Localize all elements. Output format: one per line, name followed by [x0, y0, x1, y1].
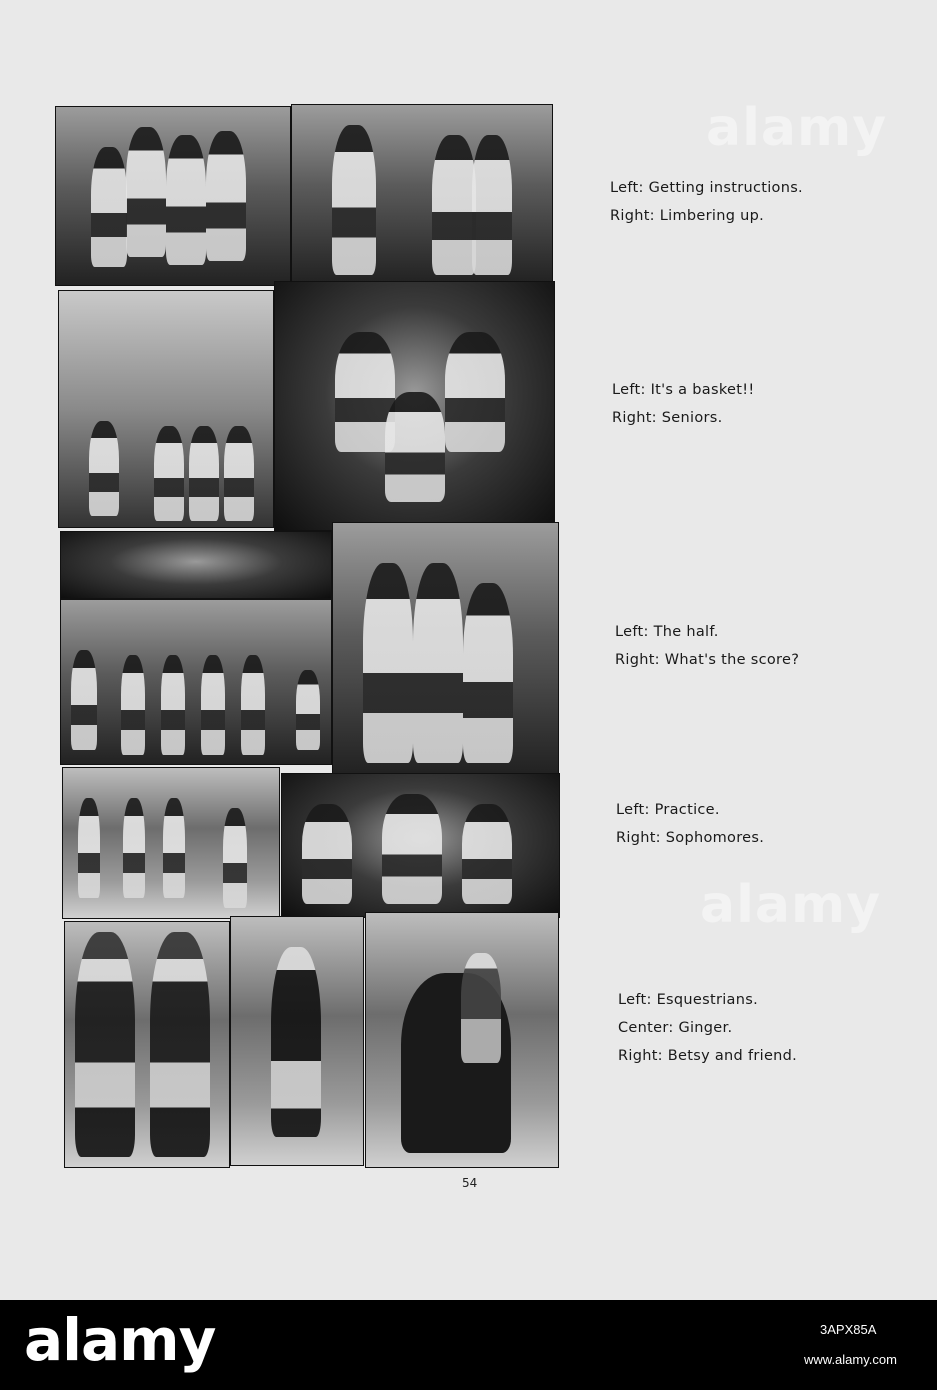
caption-line: Right: Limbering up. [610, 208, 765, 224]
footer-bar [0, 1300, 937, 1390]
caption-line: Left: It's a basket!! [612, 382, 755, 398]
photo-whats-the-score [332, 522, 559, 774]
photo-betsy-and-friend [365, 912, 559, 1168]
caption-line: Left: Practice. [616, 802, 720, 818]
caption-line: Left: Getting instructions. [610, 180, 803, 196]
caption-row-2 [612, 376, 754, 432]
photo-getting-instructions [55, 106, 291, 286]
caption-line: Right: Betsy and friend. [618, 1048, 798, 1064]
watermark: alamy [700, 875, 882, 935]
caption-line: Left: The half. [615, 624, 719, 640]
caption-row-1 [610, 174, 803, 230]
caption-line: Right: Sophomores. [616, 830, 765, 846]
photo-ginger [230, 916, 364, 1166]
caption-row-4 [616, 796, 764, 852]
caption-line: Left: Esquestrians. [618, 992, 758, 1008]
caption-line: Center: Ginger. [618, 1020, 733, 1036]
page-number: 54 [462, 1176, 478, 1190]
photo-practice [62, 767, 280, 919]
caption-line: Right: Seniors. [612, 410, 723, 426]
photo-seniors [274, 281, 555, 531]
caption-row-5 [618, 986, 797, 1070]
caption-row-3 [615, 618, 799, 674]
photo-the-half-top [60, 531, 332, 599]
photo-sophomores [281, 773, 560, 918]
watermark: alamy [706, 98, 888, 158]
photo-the-half [60, 599, 332, 765]
caption-line: Right: What's the score? [615, 652, 800, 668]
alamy-logo [24, 1306, 215, 1374]
footer-url: www.alamy.com [804, 1352, 897, 1367]
image-id: 3APX85A [820, 1322, 877, 1337]
photo-limbering-up [291, 104, 553, 284]
photo-esquestrians [64, 921, 230, 1168]
photo-its-a-basket [58, 290, 274, 528]
alamy-logo-text: alamy [24, 1306, 216, 1374]
